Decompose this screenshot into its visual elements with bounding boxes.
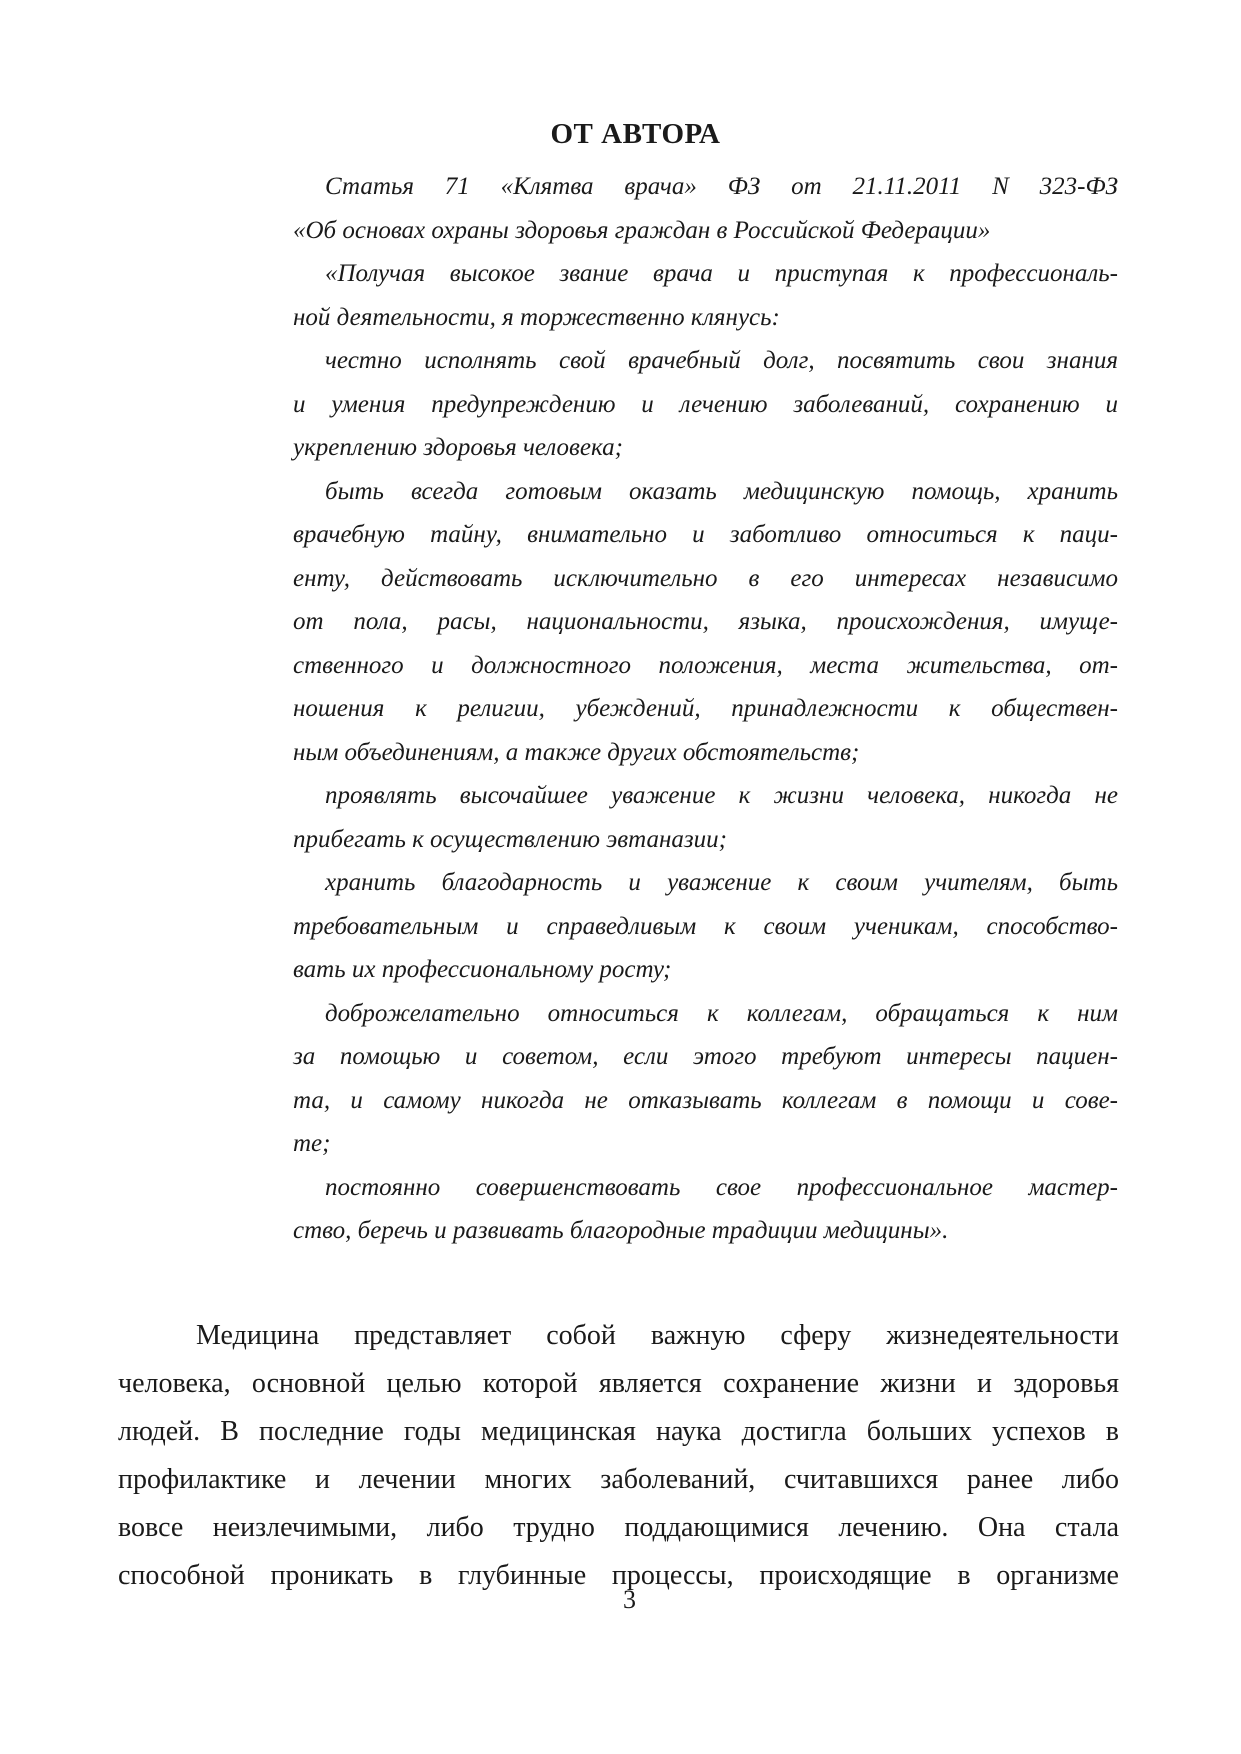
page-number: 3 <box>623 1585 636 1614</box>
epigraph-line: за помощью и советом, если этого требуют интересы пациен- <box>293 1043 1118 1070</box>
epigraph-line: ственного и должностного положения, места жительства, от- <box>293 651 1118 679</box>
epigraph-line: енту, действовать исключительно в его интересах независимо <box>293 564 1118 592</box>
epigraph-line: ной деятельности, я торжественно клянусь: <box>293 303 780 331</box>
epigraph-line: ство, беречь и развивать благородные традиции медицины». <box>293 1217 949 1244</box>
epigraph-line: укреплению здоровья человека; <box>293 434 623 461</box>
body-paragraph <box>118 1312 1119 1600</box>
oath-epigraph <box>293 165 1118 1253</box>
epigraph-line: от пола, расы, национальности, языка, происхождения, имуще- <box>293 608 1118 635</box>
epigraph-line: проявлять высочайшее уважение к жизни человека, никогда не <box>325 782 1118 809</box>
epigraph-line: доброжелательно относиться к коллегам, обращаться к ним <box>325 999 1118 1027</box>
epigraph-line: «Получая высокое звание врача и приступая к профессиональ- <box>325 260 1118 287</box>
epigraph-line: постоянно совершенствовать свое профессиональное мастер- <box>325 1173 1118 1201</box>
section-heading: ОТ АВТОРА <box>550 118 721 150</box>
epigraph-line: прибегать к осуществлению эвтаназии; <box>293 825 727 853</box>
epigraph-line: те; <box>293 1130 331 1157</box>
epigraph-line: врачебную тайну, внимательно и заботливо относиться к паци- <box>293 521 1118 548</box>
body-line: профилактике и лечении многих заболеваний, считавшихся ранее либо <box>118 1464 1119 1495</box>
epigraph-line: требовательным и справедливым к своим ученикам, способство- <box>293 912 1118 940</box>
epigraph-line: Статья 71 «Клятва врача» ФЗ от 21.11.2011 N 323-ФЗ <box>325 173 1118 200</box>
epigraph-line: и умения предупреждению и лечению заболеваний, сохранению и <box>293 390 1118 418</box>
epigraph-line: та, и самому никогда не отказывать коллегам в помощи и сове- <box>293 1086 1118 1114</box>
body-line: людей. В последние годы медицинская наука достигла больших успехов в <box>118 1416 1119 1447</box>
epigraph-line: ным объединениям, а также других обстоятельств; <box>293 738 860 766</box>
epigraph-line: вать их профессиональному росту; <box>293 956 672 983</box>
epigraph-line: быть всегда готовым оказать медицинскую помощь, хранить <box>325 477 1118 505</box>
body-line: способной проникать в глубинные процессы, происходящие в организме <box>118 1560 1119 1591</box>
body-line: человека, основной целью которой является сохранение жизни и здоровья <box>118 1368 1119 1399</box>
body-line: Медицина представляет собой важную сферу жизнедеятельности <box>196 1320 1119 1351</box>
body-line: вовсе неизлечимыми, либо трудно поддающимися лечению. Она стала <box>118 1512 1119 1543</box>
epigraph-line: хранить благодарность и уважение к своим учителям, быть <box>325 869 1118 896</box>
epigraph-line: «Об основах охраны здоровья граждан в Российской Федерации» <box>293 216 991 244</box>
epigraph-line: ношения к религии, убеждений, принадлежности к обществен- <box>293 695 1118 722</box>
epigraph-line: честно исполнять свой врачебный долг, посвятить свои знания <box>325 347 1118 374</box>
